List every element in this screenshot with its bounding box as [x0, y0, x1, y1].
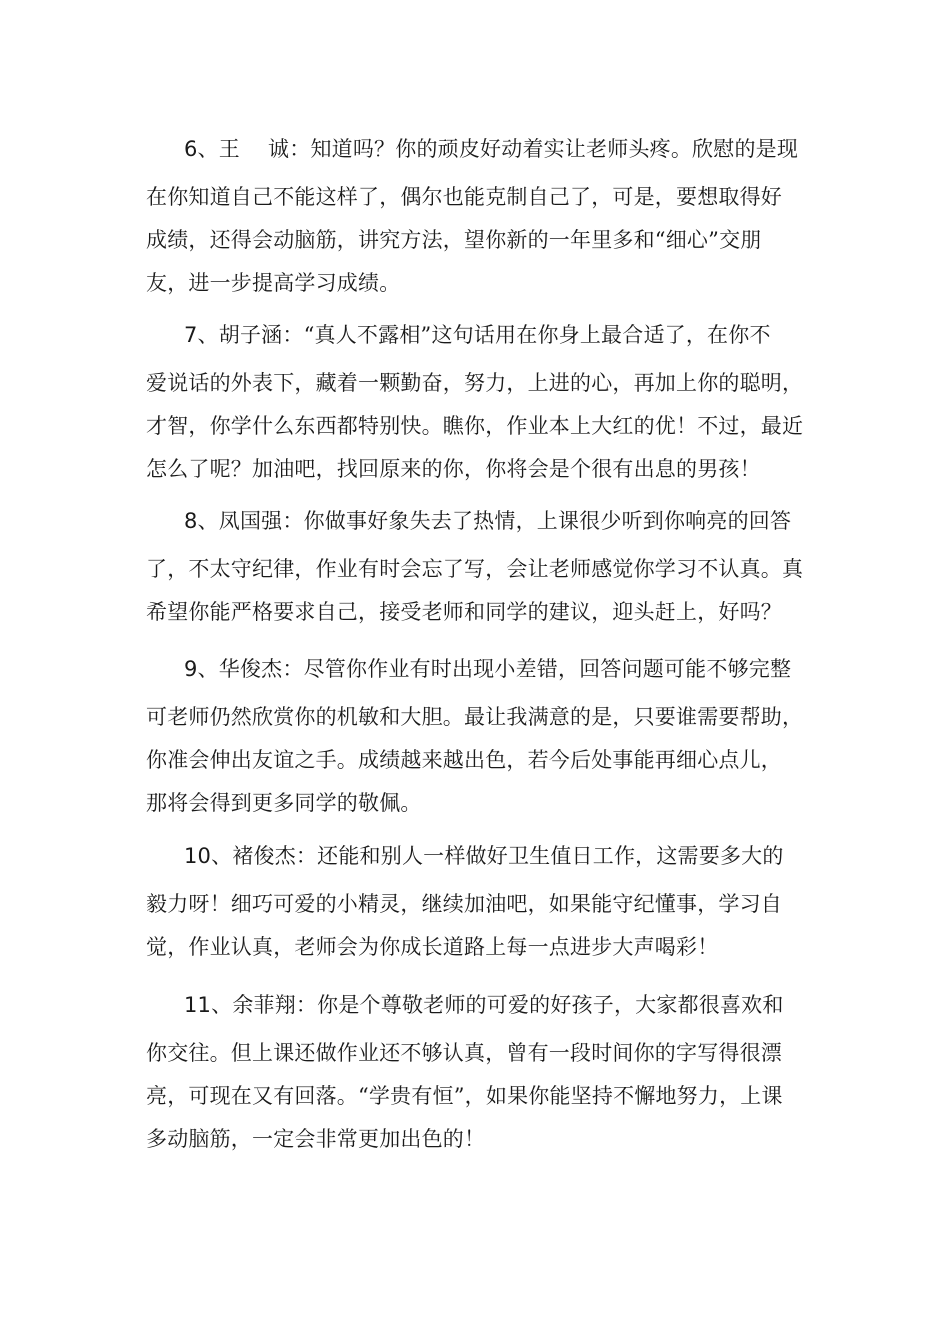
student-name: 余菲翔： — [232, 993, 318, 1017]
comment-line: 才智，你学什么东西都特别快。瞧你，作业本上大红的优！不过，最近 — [146, 414, 804, 438]
comment-entry-8 — [146, 500, 816, 634]
comment-entry-6 — [146, 128, 816, 305]
entry-number: 8、 — [184, 509, 219, 533]
comment-text: 尽管你作业有时出现小差错，回答问题可能不够完整 — [303, 657, 792, 681]
comment-entry-9 — [146, 648, 816, 825]
comment-line: 你准会伸出友谊之手。成绩越来越出色，若今后处事能再细心点儿， — [146, 748, 782, 772]
entry-first-line — [146, 835, 816, 878]
comment-text: 你做事好象失去了热情，上课很少听到你响亮的回答 — [303, 509, 792, 533]
comment-entry-11 — [146, 984, 816, 1161]
comment-line: 觉，作业认真，老师会为你成长道路上每一点进步大声喝彩！ — [146, 935, 719, 959]
comment-line: 了，不太守纪律，作业有时会忘了写，会让老师感觉你学习不认真。真 — [146, 557, 804, 581]
entry-first-line — [146, 648, 816, 691]
entry-first-line — [146, 984, 816, 1027]
student-name: 褚俊杰： — [232, 844, 318, 868]
comment-text: 你是个尊敬老师的可爱的好孩子，大家都很喜欢和 — [317, 993, 784, 1017]
entry-number: 6、 — [184, 137, 219, 161]
entry-number: 7、 — [184, 323, 219, 347]
comment-line: 多动脑筋，一定会非常更加出色的！ — [146, 1127, 486, 1151]
entry-first-line — [146, 314, 816, 357]
comment-entry-10 — [146, 835, 816, 969]
comment-text: “真人不露相”这句话用在你身上最合适了，在你不 — [303, 323, 771, 347]
entry-number: 10、 — [184, 844, 233, 868]
entry-first-line — [146, 128, 816, 171]
comment-text: 知道吗？你的顽皮好动着实让老师头疼。欣慰的是现 — [310, 137, 799, 161]
entry-number: 9、 — [184, 657, 219, 681]
comment-line: 成绩，还得会动脑筋，讲究方法，望你新的一年里多和“细心”交朋 — [146, 228, 762, 252]
comment-line: 爱说话的外表下，藏着一颗勤奋，努力，上进的心，再加上你的聪明， — [146, 371, 804, 395]
comment-entry-7 — [146, 314, 816, 491]
comment-line: 在你知道自己不能这样了，偶尔也能克制自己了，可是，要想取得好 — [146, 185, 782, 209]
comment-line: 那将会得到更多同学的敬佩。 — [146, 791, 422, 815]
comment-line: 怎么了呢？加油吧，找回原来的你，你将会是个很有出息的男孩！ — [146, 457, 761, 481]
student-name: 王 诚： — [218, 137, 311, 161]
comment-line: 友，进一步提高学习成绩。 — [146, 271, 401, 295]
student-name: 胡子涵： — [218, 323, 304, 347]
comment-line: 亮，可现在又有回落。“学贵有恒”，如果你能坚持不懈地努力，上课 — [146, 1084, 783, 1108]
entry-number: 11、 — [184, 993, 233, 1017]
student-name: 华俊杰： — [218, 657, 304, 681]
comment-text: 还能和别人一样做好卫生值日工作，这需要多大的 — [317, 844, 784, 868]
comment-line: 希望你能严格要求自己，接受老师和同学的建议，迎头赶上，好吗？ — [146, 600, 782, 624]
comment-line: 可老师仍然欣赏你的机敏和大胆。最让我满意的是，只要谁需要帮助， — [146, 705, 804, 729]
student-name: 凤国强： — [218, 509, 304, 533]
comment-line: 你交往。但上课还做作业还不够认真，曾有一段时间你的字写得很漂 — [146, 1041, 782, 1065]
entry-first-line — [146, 500, 816, 543]
comment-line: 毅力呀！细巧可爱的小精灵，继续加油吧，如果能守纪懂事，学习自 — [146, 892, 782, 916]
